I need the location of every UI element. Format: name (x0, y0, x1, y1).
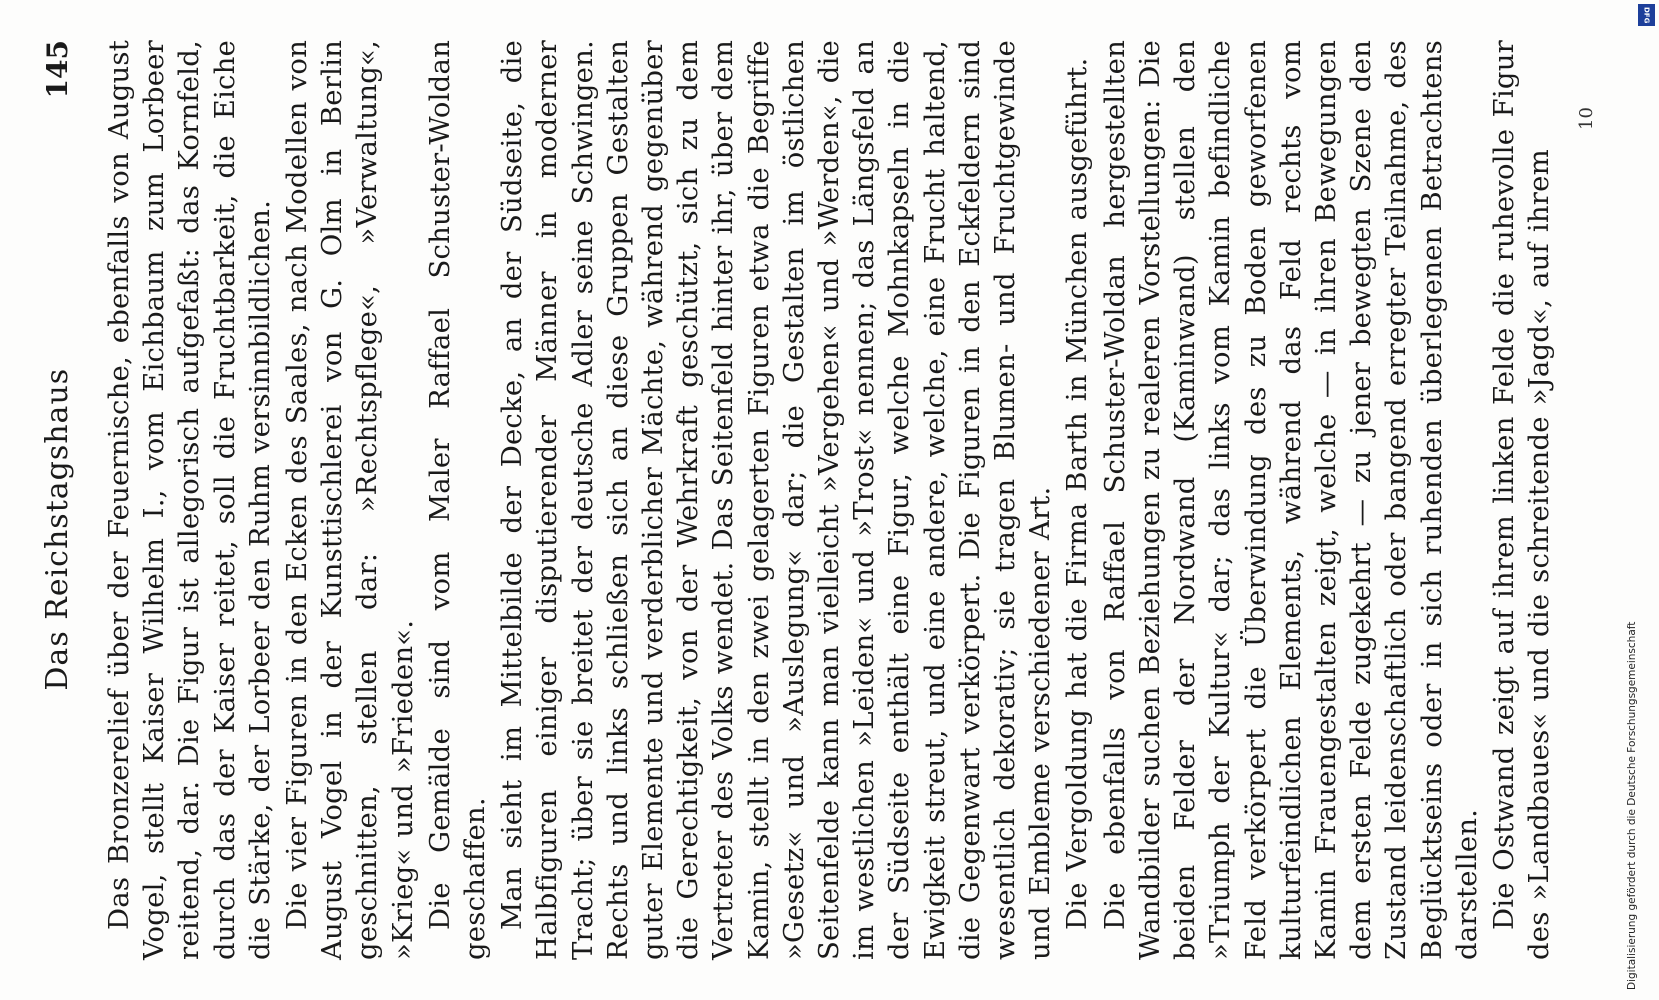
dfg-logo: DFG (1638, 4, 1655, 26)
running-title: Das Reichstagshaus (40, 367, 75, 691)
paragraph-ceiling-center: Man sieht im Mittelbilde der Decke, an der Südseite, die Halbfiguren einiger disputierender Männer in moderner Tracht; über sie breitet der deutsche Adler seine Schwingen. Rechts und links schließen sich an diese Gruppen Gestalten guter Elemente und verderblicher Mächte, während gegenüber die Gerechtigkeit, von der Wehrkraft geschützt, sich zu dem Vertreter des Volks wendet. Das Seitenfeld hinter ihr, über dem Kamin, stellt in den zwei gelagerten Figuren etwa die Begriffe »Gesetz« und »Auslegung« dar; die Gestalten im östlichen Seitenfelde kann man vielleicht »Vergehen« und »Werden«, die im westlichen »Leiden« und »Trost« nennen; das Längsfeld an der Südseite enthält eine Figur, welche Mohnkapseln in die Ewigkeit streut, und eine andere, welche, eine Frucht haltend, die Gegenwart verkörpert. Die Figuren in den Eckfeldern sind wesentlich dekorativ; sie tragen Blumen- und Fruchtgewinde und Embleme verschiedener Art. (496, 40, 1057, 960)
paragraph-east-wall: Die Ostwand zeigt auf ihrem linken Felde die ruhevolle Figur des »Landbaues« und die schreitende »Jagd«, auf ihrem (1487, 40, 1556, 960)
page-number: 145 (41, 40, 74, 99)
sheet-number: 10 (1575, 107, 1597, 130)
page-header (40, 40, 84, 960)
paragraph-bronze-relief: Das Bronzerelief über der Feuernische, ebenfalls von August Vogel, stellt Kaiser Wilhelm I., vom Eichbaum zum Lorbeer reitend, dar. Die Figur ist allegorisch aufgefaßt: das Kornfeld, durch das der Kaiser reitet, soll die Fruchtbarkeit, die Eiche die Stärke, der Lorbeer den Ruhm versinnbildlichen. (103, 40, 276, 960)
paragraph-gilding: Die Vergoldung hat die Firma Barth in München ausgeführt. (1061, 57, 1094, 930)
paragraph-wall-paintings: Die ebenfalls von Raffael Schuster-Woldan hergestellten Wandbilder suchen Beziehungen zu realeren Vorstellungen: Die beiden Felder der Nordwand (Kaminwand) stellen den »Triumph der Kultur« dar; das links vom Kamin befindliche Feld verkörpert die Überwindung des zu Boden geworfenen kulturfeindlichen Elements, während das Feld rechts vom Kamin Frauengestalten zeigt, welche — in ihren Bewegungen dem ersten Felde zugekehrt — zu jener bewegten Szene den Zustand leidenschaftlich oder bangend erregter Teilnahme, des Beglücktseins oder in sich ruhenden überlegenen Betrachtens darstellen. (1098, 40, 1483, 960)
funding-note: Digitalisierung gefördert durch die Deutsche Forschungsgemeinschaft (1626, 621, 1638, 990)
paragraph-four-figures: Die vier Figuren in den Ecken des Saales, nach Modellen von August Vogel in der Kunsttischlerei von G. Olm in Berlin geschnitten, stellen dar: »Rechtspflege«, »Verwaltung«, »Krieg« und »Frieden«. (281, 40, 419, 960)
paragraph-paintings: Die Gemälde sind vom Maler Raffael Schuster-Woldan geschaffen. (423, 40, 492, 960)
rotated-text-block (40, 40, 1556, 960)
